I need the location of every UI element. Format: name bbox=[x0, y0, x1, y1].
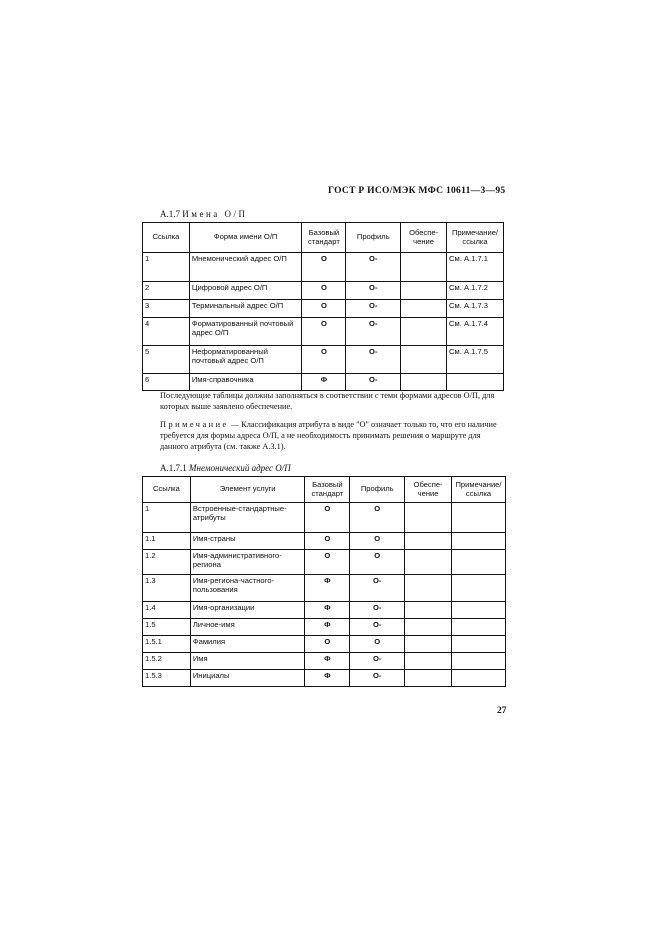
cell-ref: 6 bbox=[143, 374, 190, 391]
note-label: Примечание bbox=[160, 420, 229, 429]
cell-base: О bbox=[302, 300, 346, 318]
cell-support bbox=[405, 575, 452, 602]
column-header: Обеспе-чение bbox=[401, 223, 447, 253]
cell-profile: О- bbox=[346, 346, 401, 374]
cell-base: О bbox=[305, 636, 350, 653]
cell-profile: О bbox=[350, 503, 405, 533]
cell-ref: 1.1 bbox=[143, 533, 191, 550]
cell-profile: О- bbox=[350, 602, 405, 619]
section-title-text: Имена О/П bbox=[182, 209, 248, 219]
cell-support bbox=[401, 346, 447, 374]
document-header: ГОСТ Р ИСО/МЭК МФС 10611—3—95 bbox=[328, 186, 506, 196]
cell-note: См. A.1.7.2 bbox=[447, 282, 504, 300]
cell-support bbox=[405, 653, 452, 670]
cell-support bbox=[405, 670, 452, 687]
cell-profile: О- bbox=[346, 282, 401, 300]
cell-name: Мнемонический адрес О/П bbox=[189, 253, 302, 282]
cell-note bbox=[452, 503, 506, 533]
cell-base: О bbox=[305, 550, 350, 575]
cell-note bbox=[452, 636, 506, 653]
column-header: Ссылка bbox=[143, 477, 191, 503]
cell-note bbox=[452, 602, 506, 619]
cell-support bbox=[401, 374, 447, 391]
cell-note bbox=[452, 533, 506, 550]
column-header: Обеспе-чение bbox=[405, 477, 452, 503]
cell-base: Ф bbox=[305, 670, 350, 687]
cell-base: О bbox=[305, 503, 350, 533]
cell-profile: О- bbox=[346, 253, 401, 282]
cell-note bbox=[452, 653, 506, 670]
cell-support bbox=[401, 300, 447, 318]
cell-note bbox=[452, 575, 506, 602]
table-row bbox=[143, 282, 504, 300]
table-row bbox=[143, 670, 506, 687]
column-header: Базовый стандарт bbox=[302, 223, 346, 253]
table-row bbox=[143, 346, 504, 374]
cell-name: Встроенные-стандартные-атрибуты bbox=[190, 503, 305, 533]
cell-support bbox=[405, 636, 452, 653]
cell-base: О bbox=[305, 533, 350, 550]
note-text: — Классификация атрибута в виде "О" означает только то, что его наличие требуется для формы адреса О/П, а не необходимость принимать решения о маршруте для данного атрибута (см. также A.3.1). bbox=[160, 420, 497, 451]
section-title-text: Мнемонический адрес О/П bbox=[189, 463, 291, 473]
cell-ref: 1.2 bbox=[143, 550, 191, 575]
cell-base: О bbox=[302, 318, 346, 346]
cell-base: О bbox=[302, 282, 346, 300]
cell-base: Ф bbox=[302, 374, 346, 391]
cell-name: Личное-имя bbox=[190, 619, 305, 636]
classification-note bbox=[160, 420, 506, 452]
cell-note: См. A.1.7.5 bbox=[447, 346, 504, 374]
table-row bbox=[143, 550, 506, 575]
column-header: Примечание/ ссылка bbox=[447, 223, 504, 253]
column-header: Профиль bbox=[346, 223, 401, 253]
cell-name: Имя-региона-частного-пользования bbox=[190, 575, 305, 602]
cell-name: Имя-организации bbox=[190, 602, 305, 619]
cell-base: Ф bbox=[305, 602, 350, 619]
cell-note bbox=[452, 550, 506, 575]
section-number: A.1.7 bbox=[160, 209, 180, 219]
table-row bbox=[143, 374, 504, 391]
cell-profile: О- bbox=[346, 300, 401, 318]
cell-profile: О- bbox=[346, 374, 401, 391]
section-title-a17 bbox=[160, 209, 248, 219]
cell-profile: О- bbox=[350, 670, 405, 687]
column-header: Ссылка bbox=[143, 223, 190, 253]
cell-support bbox=[405, 619, 452, 636]
cell-support bbox=[405, 550, 452, 575]
cell-profile: О- bbox=[350, 653, 405, 670]
column-header: Профиль bbox=[350, 477, 405, 503]
cell-name: Неформатированный почтовый адрес О/П bbox=[189, 346, 302, 374]
cell-name: Имя-страны bbox=[190, 533, 305, 550]
cell-name: Имя bbox=[190, 653, 305, 670]
cell-note: См. A.1.7.1 bbox=[447, 253, 504, 282]
cell-note: См. A.1.7.4 bbox=[447, 318, 504, 346]
cell-ref: 3 bbox=[143, 300, 190, 318]
table-row bbox=[143, 653, 506, 670]
cell-ref: 2 bbox=[143, 282, 190, 300]
cell-support bbox=[401, 253, 447, 282]
cell-name: Имя-справочника bbox=[189, 374, 302, 391]
table-row bbox=[143, 300, 504, 318]
cell-ref: 5 bbox=[143, 346, 190, 374]
cell-ref: 1 bbox=[143, 503, 191, 533]
cell-note bbox=[452, 619, 506, 636]
cell-base: Ф bbox=[305, 575, 350, 602]
cell-profile: О bbox=[350, 550, 405, 575]
cell-support bbox=[405, 602, 452, 619]
cell-ref: 1.5.3 bbox=[143, 670, 191, 687]
page-number: 27 bbox=[497, 706, 507, 716]
cell-name: Цифровой адрес О/П bbox=[189, 282, 302, 300]
cell-note bbox=[452, 670, 506, 687]
cell-name: Инициалы bbox=[190, 670, 305, 687]
cell-ref: 1.3 bbox=[143, 575, 191, 602]
cell-ref: 1 bbox=[143, 253, 190, 282]
table-row bbox=[143, 318, 504, 346]
column-header: Элемент услуги bbox=[190, 477, 305, 503]
cell-name: Имя-административного-региона bbox=[190, 550, 305, 575]
cell-base: Ф bbox=[305, 619, 350, 636]
cell-profile: О bbox=[350, 636, 405, 653]
section-title-a171 bbox=[160, 463, 291, 473]
cell-base: Ф bbox=[305, 653, 350, 670]
cell-support bbox=[401, 318, 447, 346]
cell-support bbox=[405, 503, 452, 533]
table-row bbox=[143, 503, 506, 533]
section-number: A.1.7.1 bbox=[160, 463, 187, 473]
table-row bbox=[143, 636, 506, 653]
cell-ref: 1.4 bbox=[143, 602, 191, 619]
cell-support bbox=[401, 282, 447, 300]
column-header: Примечание/ ссылка bbox=[452, 477, 506, 503]
table-row bbox=[143, 602, 506, 619]
cell-ref: 1.5.2 bbox=[143, 653, 191, 670]
cell-profile: О- bbox=[350, 575, 405, 602]
cell-name: Фамилия bbox=[190, 636, 305, 653]
table-row bbox=[143, 533, 506, 550]
cell-profile: О- bbox=[346, 318, 401, 346]
cell-base: О bbox=[302, 253, 346, 282]
cell-ref: 1.5 bbox=[143, 619, 191, 636]
column-header: Форма имени О/П bbox=[189, 223, 302, 253]
cell-profile: О bbox=[350, 533, 405, 550]
cell-base: О bbox=[302, 346, 346, 374]
cell-note bbox=[447, 374, 504, 391]
column-header: Базовый стандарт bbox=[305, 477, 350, 503]
cell-name: Форматированный почтовый адрес О/П bbox=[189, 318, 302, 346]
cell-ref: 1.5.1 bbox=[143, 636, 191, 653]
cell-support bbox=[405, 533, 452, 550]
paragraph-tables-note: Последующие таблицы должны заполняться в соответствии с теми формами адресов О/П, для которых выше заявлено обеспечение. bbox=[160, 391, 495, 411]
cell-name: Терминальный адрес О/П bbox=[189, 300, 302, 318]
cell-profile: О- bbox=[350, 619, 405, 636]
table-row bbox=[143, 575, 506, 602]
table-row bbox=[143, 619, 506, 636]
mnemonic-address-table bbox=[142, 476, 506, 687]
names-table bbox=[142, 222, 504, 391]
cell-note: См. A.1.7.3 bbox=[447, 300, 504, 318]
cell-ref: 4 bbox=[143, 318, 190, 346]
table-row bbox=[143, 253, 504, 282]
